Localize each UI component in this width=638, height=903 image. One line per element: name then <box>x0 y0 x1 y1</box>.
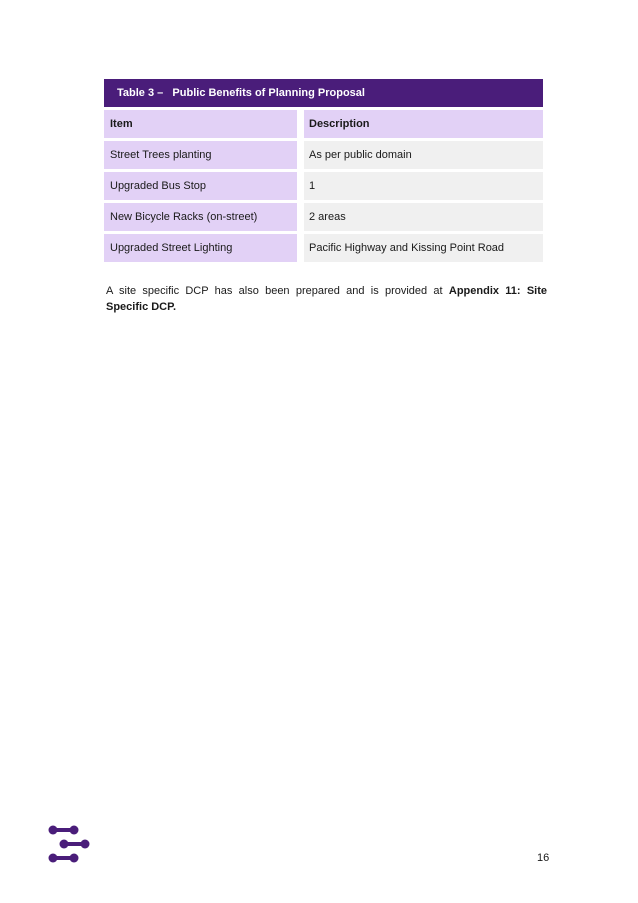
table-row <box>104 234 543 262</box>
page-number: 16 <box>537 852 550 864</box>
table-caption: Table 3 – Public Benefits of Planning Proposal <box>104 79 543 107</box>
table-row <box>104 172 543 200</box>
connector-logo-icon <box>48 825 90 863</box>
item-cell: Upgraded Street Lighting <box>104 234 297 262</box>
column-header-description: Description <box>304 110 543 138</box>
column-header-item: Item <box>104 110 297 138</box>
appendix-reference: Appendix 11: Site Specific DCP. <box>106 285 547 313</box>
table-row <box>104 203 543 231</box>
table-header-row <box>104 110 543 138</box>
description-cell: Pacific Highway and Kissing Point Road <box>304 234 543 262</box>
description-cell: 1 <box>304 172 543 200</box>
benefits-table <box>104 79 543 262</box>
description-cell: 2 areas <box>304 203 543 231</box>
paragraph-text: A site specific DCP has also been prepared and is provided at <box>106 285 449 297</box>
item-cell: Street Trees planting <box>104 141 297 169</box>
table-row <box>104 141 543 169</box>
item-cell: New Bicycle Racks (on-street) <box>104 203 297 231</box>
item-cell: Upgraded Bus Stop <box>104 172 297 200</box>
description-cell: As per public domain <box>304 141 543 169</box>
body-paragraph <box>106 283 547 315</box>
